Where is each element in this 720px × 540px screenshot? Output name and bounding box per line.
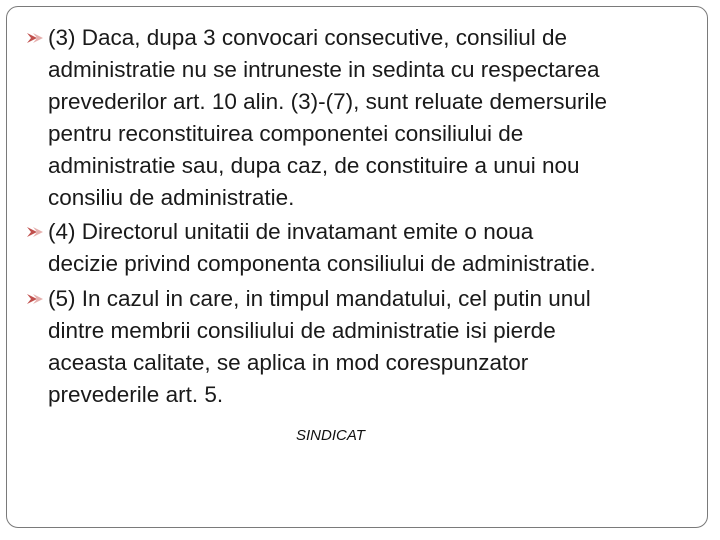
paragraph-line: (5) In cazul in care, in timpul mandatului, cel putin unul bbox=[48, 286, 591, 311]
paragraph-line: administratie sau, dupa caz, de constituire a unui nou bbox=[48, 153, 580, 178]
paragraph-line: consiliu de administratie. bbox=[48, 185, 295, 210]
arrow-bullet-icon bbox=[27, 30, 45, 46]
footer-label: SINDICAT bbox=[296, 427, 365, 444]
paragraph-line: prevederilor art. 10 alin. (3)-(7), sunt reluate demersurile bbox=[48, 89, 607, 114]
paragraph-line: (4) Directorul unitatii de invatamant emite o noua bbox=[48, 219, 534, 244]
paragraph-line: dintre membrii consiliului de administratie isi pierde bbox=[48, 318, 556, 343]
arrow-bullet-icon bbox=[27, 224, 45, 240]
paragraph-line: administratie nu se intruneste in sedinta cu respectarea bbox=[48, 57, 600, 82]
paragraph-line: pentru reconstituirea componentei consiliului de bbox=[48, 121, 524, 146]
paragraph-line: aceasta calitate, se aplica in mod corespunzator bbox=[48, 350, 529, 375]
paragraph-line: decizie privind componenta consiliului de administratie. bbox=[48, 251, 596, 276]
paragraph-line: (3) Daca, dupa 3 convocari consecutive, consiliul de bbox=[48, 25, 568, 50]
arrow-bullet-icon bbox=[27, 291, 45, 307]
paragraph-line: prevederile art. 5. bbox=[48, 382, 224, 407]
